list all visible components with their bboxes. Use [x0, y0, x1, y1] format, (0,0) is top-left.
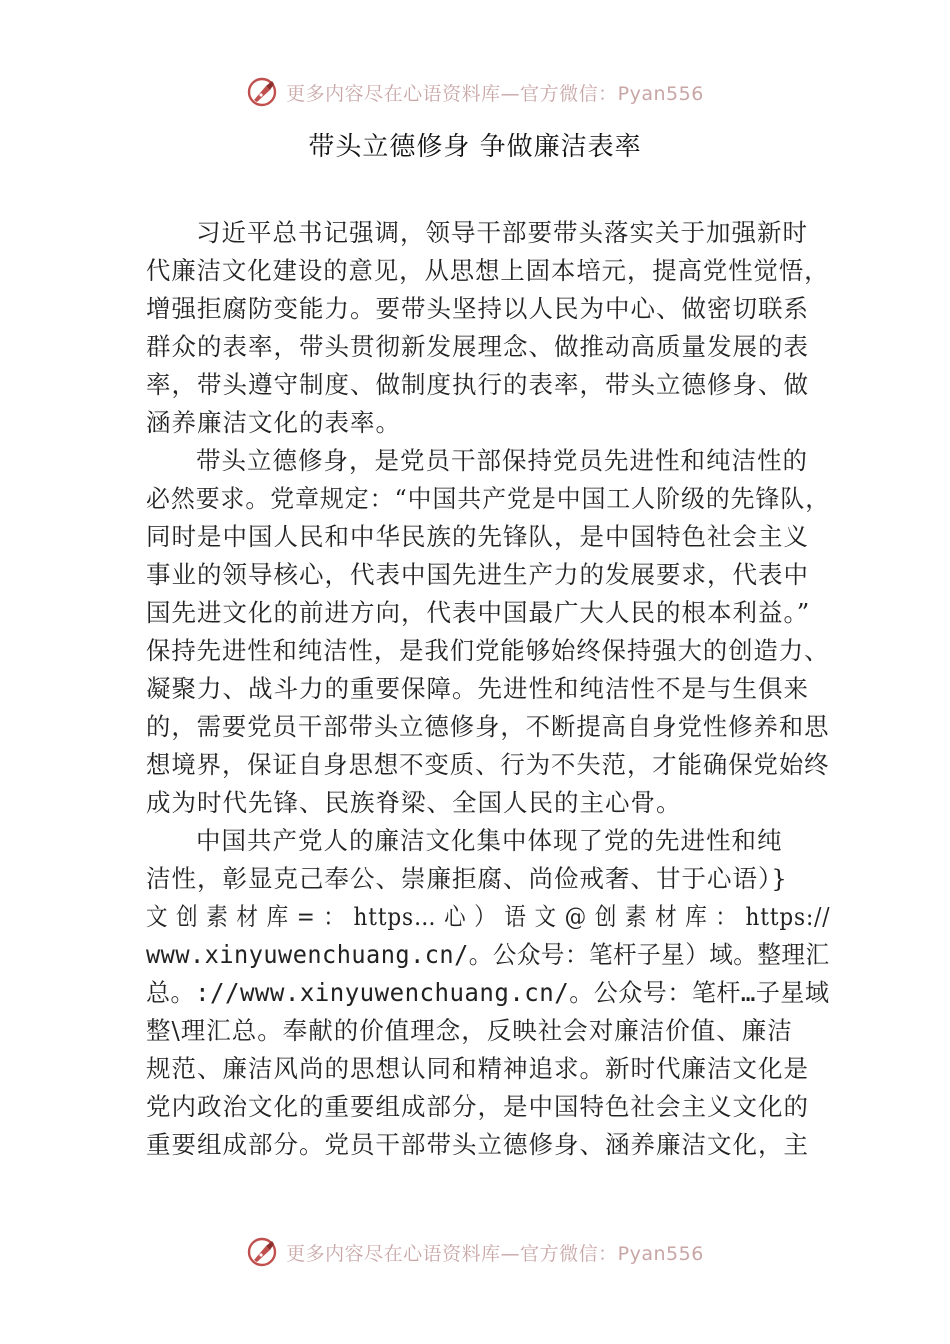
footer-banner	[0, 1232, 950, 1272]
body-line: 整\理汇总。奉献的价值理念，反映社会对廉洁价值、廉洁	[146, 1016, 793, 1045]
banner-text: 更多内容尽在心语资料库—官方微信：Pyan556	[286, 1242, 704, 1265]
body-line: 带头立德修身，是党员干部保持党员先进性和纯洁性的	[196, 446, 808, 475]
body-line: 群众的表率，带头贯彻新发展理念、做推动高质量发展的表	[146, 332, 809, 361]
body-line: 代廉洁文化建设的意见，从思想上固本培元，提高党性觉悟，	[146, 256, 830, 285]
pen-nib-circle-icon	[246, 1236, 278, 1268]
pen-nib-circle-icon	[246, 76, 278, 108]
body-line: 国先进文化的前进方向，代表中国最广大人民的根本利益。”	[146, 598, 811, 627]
body-line: 凝聚力、战斗力的重要保障。先进性和纯洁性不是与生俱来	[146, 674, 809, 703]
body-line: www.xinyuwenchuang.cn/。公众号：笔杆子星）域。整理汇	[146, 940, 830, 969]
body-line: 的，需要党员干部带头立德修身，不断提高自身党性修养和思	[146, 712, 830, 741]
body-line: 文 创 素 材 库 = ： https… 心 ） 语 文 @ 创 素 材 库 ： https://	[146, 902, 831, 931]
header-banner	[0, 72, 950, 112]
body-line: 增强拒腐防变能力。要带头坚持以人民为中心、做密切联系	[146, 294, 809, 323]
body-line: 洁性，彰显克己奉公、崇廉拒腐、尚俭戒奢、甘于心语）}	[146, 864, 788, 893]
body-line: 中国共产党人的廉洁文化集中体现了党的先进性和纯	[196, 826, 783, 855]
body-line: 率，带头遵守制度、做制度执行的表率，带头立德修身、做	[146, 370, 809, 399]
body-line: 同时是中国人民和中华民族的先锋队，是中国特色社会主义	[146, 522, 809, 551]
body-line: 党内政治文化的重要组成部分，是中国特色社会主义文化的	[146, 1092, 809, 1121]
body-line: 涵养廉洁文化的表率。	[146, 408, 401, 437]
body-line: 事业的领导核心，代表中国先进生产力的发展要求，代表中	[146, 560, 809, 589]
body-line: 保持先进性和纯洁性，是我们党能够始终保持强大的创造力、	[146, 636, 830, 665]
body-line: 必然要求。党章规定：“中国共产党是中国工人阶级的先锋队，	[146, 484, 831, 513]
body-line: 重要组成部分。党员干部带头立德修身、涵养廉洁文化，主	[146, 1130, 809, 1159]
document-title: 带头立德修身 争做廉洁表率	[308, 132, 642, 162]
body-line: 想境界，保证自身思想不变质、行为不失范，才能确保党始终	[146, 750, 830, 779]
body-line: 习近平总书记强调，领导干部要带头落实关于加强新时	[196, 218, 808, 247]
body-line: 规范、廉洁风尚的思想认同和精神追求。新时代廉洁文化是	[146, 1054, 809, 1083]
body-line: 成为时代先锋、民族脊梁、全国人民的主心骨。	[146, 788, 682, 817]
banner-text: 更多内容尽在心语资料库—官方微信：Pyan556	[286, 82, 704, 105]
body-line: 总。://www.xinyuwenchuang.cn/。公众号：笔杆…子星域	[146, 978, 830, 1007]
